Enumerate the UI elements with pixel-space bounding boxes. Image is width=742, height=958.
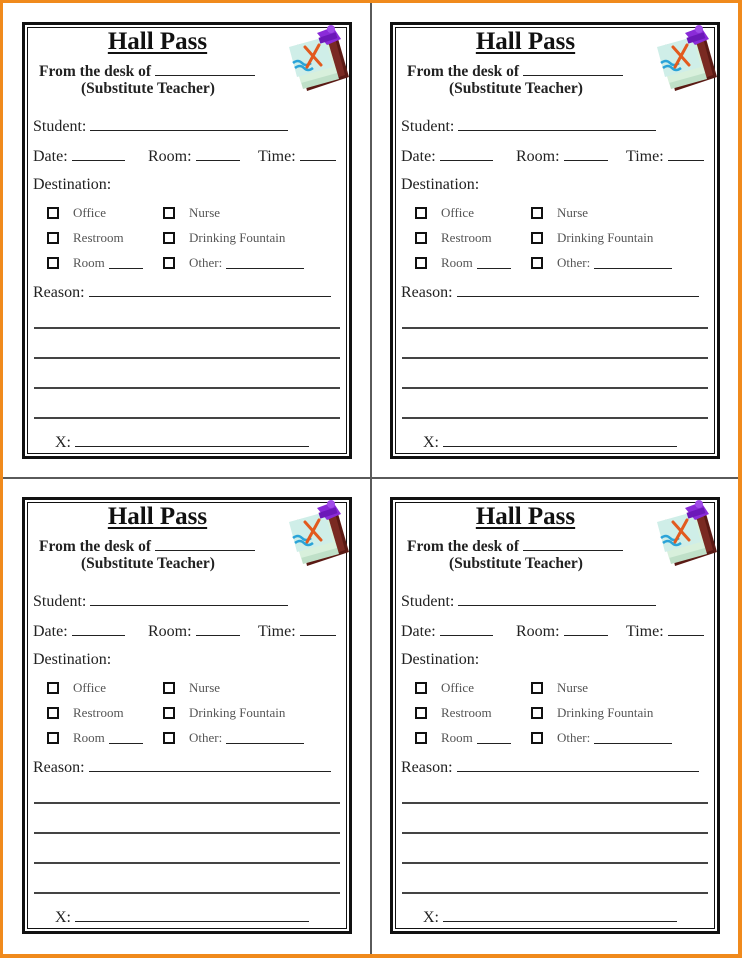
option-label: Nurse xyxy=(189,680,221,695)
time-row xyxy=(626,621,704,641)
option-other[interactable] xyxy=(531,255,672,271)
time-label: Time: xyxy=(258,148,296,165)
reason-label: Reason: xyxy=(33,284,85,301)
option-restroom[interactable] xyxy=(47,705,124,721)
date-field[interactable] xyxy=(72,621,125,636)
card-title: Hall Pass xyxy=(107,503,208,530)
date-label: Date: xyxy=(33,623,68,640)
time-field[interactable] xyxy=(668,621,704,636)
desk-of-label xyxy=(39,536,255,556)
substitute-teacher-label: (Substitute Teacher) xyxy=(449,555,583,572)
option-label: Drinking Fountain xyxy=(557,230,654,245)
time-row xyxy=(258,146,336,166)
reason-row xyxy=(401,757,699,777)
destination-label: Destination: xyxy=(401,176,480,193)
signature-field[interactable] xyxy=(75,907,309,922)
teacher-name-field[interactable] xyxy=(155,61,255,76)
reason-line[interactable] xyxy=(34,832,340,834)
option-label: Nurse xyxy=(189,205,221,220)
option-restroom[interactable] xyxy=(47,230,124,246)
date-field[interactable] xyxy=(440,621,493,636)
reason-line[interactable] xyxy=(402,802,708,804)
option-drinking-fountain[interactable] xyxy=(531,705,653,721)
signature-row xyxy=(55,907,309,927)
option-other[interactable] xyxy=(163,255,304,271)
option-label: Room xyxy=(441,730,473,745)
checkbox[interactable] xyxy=(415,732,427,744)
room-number-field[interactable] xyxy=(477,257,511,269)
option-label: Other: xyxy=(189,730,223,745)
option-restroom[interactable] xyxy=(415,705,492,721)
option-label: Other: xyxy=(557,255,591,270)
checkbox[interactable] xyxy=(531,257,543,269)
clipboard-icon xyxy=(283,25,351,95)
option-label: Office xyxy=(73,680,106,695)
time-field[interactable] xyxy=(300,146,336,161)
signature-field[interactable] xyxy=(443,432,677,447)
checkbox[interactable] xyxy=(415,682,427,694)
room-row xyxy=(516,621,608,641)
student-field[interactable] xyxy=(458,591,656,606)
option-nurse[interactable] xyxy=(163,680,220,696)
reason-row xyxy=(401,282,699,302)
option-label: Restroom xyxy=(73,230,124,245)
time-row xyxy=(626,146,704,166)
reason-line[interactable] xyxy=(34,862,340,864)
reason-line[interactable] xyxy=(402,417,708,419)
card-title: Hall Pass xyxy=(475,28,576,55)
clipboard-icon xyxy=(651,25,719,95)
room-label: Room: xyxy=(148,623,192,640)
student-row xyxy=(33,591,288,611)
option-label: Room xyxy=(73,730,105,745)
checkbox[interactable] xyxy=(163,232,175,244)
room-row xyxy=(148,146,240,166)
option-label: Office xyxy=(441,680,474,695)
student-row xyxy=(401,591,656,611)
option-label: Nurse xyxy=(557,205,589,220)
reason-field[interactable] xyxy=(89,757,331,772)
option-restroom[interactable] xyxy=(415,230,492,246)
option-nurse[interactable] xyxy=(531,680,588,696)
room-row xyxy=(148,621,240,641)
time-label: Time: xyxy=(626,623,664,640)
signature-field[interactable] xyxy=(75,432,309,447)
reason-line[interactable] xyxy=(34,387,340,389)
option-label: Drinking Fountain xyxy=(557,705,654,720)
checkbox[interactable] xyxy=(47,732,59,744)
student-field[interactable] xyxy=(90,591,288,606)
room-number-field[interactable] xyxy=(477,732,511,744)
reason-row xyxy=(33,757,331,777)
option-drinking-fountain[interactable] xyxy=(163,230,285,246)
reason-label: Reason: xyxy=(401,284,453,301)
time-field[interactable] xyxy=(300,621,336,636)
hall-pass-card xyxy=(22,497,352,934)
option-room[interactable] xyxy=(415,255,511,271)
other-field[interactable] xyxy=(594,732,672,744)
time-label: Time: xyxy=(258,623,296,640)
signature-label: X: xyxy=(55,909,71,926)
destination-label: Destination: xyxy=(33,651,112,668)
teacher-name-field[interactable] xyxy=(523,536,623,551)
date-row xyxy=(33,146,125,166)
option-room[interactable] xyxy=(415,730,511,746)
reason-field[interactable] xyxy=(89,282,331,297)
date-label: Date: xyxy=(401,148,436,165)
reason-line[interactable] xyxy=(402,862,708,864)
checkbox[interactable] xyxy=(163,707,175,719)
option-room[interactable] xyxy=(47,730,143,746)
student-label: Student: xyxy=(401,118,455,135)
student-label: Student: xyxy=(33,593,87,610)
other-field[interactable] xyxy=(594,257,672,269)
reason-line[interactable] xyxy=(34,417,340,419)
option-office[interactable] xyxy=(47,205,106,221)
checkbox[interactable] xyxy=(47,232,59,244)
date-row xyxy=(401,621,493,641)
option-label: Other: xyxy=(557,730,591,745)
checkbox[interactable] xyxy=(163,207,175,219)
signature-row xyxy=(423,907,677,927)
signature-row xyxy=(423,432,677,452)
checkbox[interactable] xyxy=(415,232,427,244)
option-nurse[interactable] xyxy=(163,205,220,221)
checkbox[interactable] xyxy=(47,682,59,694)
hall-pass-card xyxy=(22,22,352,459)
desk-of-label xyxy=(407,536,623,556)
option-label: Room xyxy=(441,255,473,270)
reason-line[interactable] xyxy=(402,327,708,329)
option-office[interactable] xyxy=(415,680,474,696)
signature-label: X: xyxy=(423,434,439,451)
other-field[interactable] xyxy=(226,257,304,269)
option-nurse[interactable] xyxy=(531,205,588,221)
signature-label: X: xyxy=(423,909,439,926)
checkbox[interactable] xyxy=(163,732,175,744)
checkbox[interactable] xyxy=(163,682,175,694)
room-label: Room: xyxy=(516,148,560,165)
student-row xyxy=(401,116,656,136)
checkbox[interactable] xyxy=(415,257,427,269)
substitute-teacher-label: (Substitute Teacher) xyxy=(449,80,583,97)
student-label: Student: xyxy=(33,118,87,135)
room-number-field[interactable] xyxy=(109,732,143,744)
hall-pass-card xyxy=(390,22,720,459)
room-label: Room: xyxy=(516,623,560,640)
desk-of-text: From the desk of xyxy=(407,538,520,555)
reason-line[interactable] xyxy=(34,802,340,804)
option-label: Drinking Fountain xyxy=(189,705,286,720)
reason-label: Reason: xyxy=(33,759,85,776)
room-field[interactable] xyxy=(564,146,608,161)
reason-field[interactable] xyxy=(457,757,699,772)
signature-label: X: xyxy=(55,434,71,451)
destination-label: Destination: xyxy=(401,651,480,668)
time-label: Time: xyxy=(626,148,664,165)
reason-line[interactable] xyxy=(34,357,340,359)
date-label: Date: xyxy=(33,148,68,165)
checkbox[interactable] xyxy=(531,232,543,244)
option-label: Room xyxy=(73,255,105,270)
room-field[interactable] xyxy=(196,621,240,636)
desk-of-label xyxy=(39,61,255,81)
checkbox[interactable] xyxy=(531,732,543,744)
desk-of-text: From the desk of xyxy=(39,63,152,80)
desk-of-text: From the desk of xyxy=(39,538,152,555)
reason-line[interactable] xyxy=(402,357,708,359)
student-field[interactable] xyxy=(458,116,656,131)
checkbox[interactable] xyxy=(531,682,543,694)
room-number-field[interactable] xyxy=(109,257,143,269)
option-other[interactable] xyxy=(531,730,672,746)
teacher-name-field[interactable] xyxy=(155,536,255,551)
other-field[interactable] xyxy=(226,732,304,744)
signature-field[interactable] xyxy=(443,907,677,922)
checkbox[interactable] xyxy=(531,207,543,219)
reason-label: Reason: xyxy=(401,759,453,776)
option-label: Restroom xyxy=(441,230,492,245)
card-title: Hall Pass xyxy=(107,28,208,55)
desk-of-label xyxy=(407,61,623,81)
option-office[interactable] xyxy=(415,205,474,221)
reason-line[interactable] xyxy=(34,327,340,329)
room-label: Room: xyxy=(148,148,192,165)
destination-label: Destination: xyxy=(33,176,112,193)
checkbox[interactable] xyxy=(47,707,59,719)
checkbox[interactable] xyxy=(531,707,543,719)
option-label: Restroom xyxy=(441,705,492,720)
option-label: Restroom xyxy=(73,705,124,720)
student-field[interactable] xyxy=(90,116,288,131)
date-row xyxy=(401,146,493,166)
horizontal-cut-line xyxy=(3,477,738,479)
room-row xyxy=(516,146,608,166)
option-label: Drinking Fountain xyxy=(189,230,286,245)
option-other[interactable] xyxy=(163,730,304,746)
desk-of-text: From the desk of xyxy=(407,63,520,80)
option-label: Office xyxy=(441,205,474,220)
clipboard-icon xyxy=(283,500,351,570)
reason-line[interactable] xyxy=(402,387,708,389)
checkbox[interactable] xyxy=(415,707,427,719)
time-row xyxy=(258,621,336,641)
time-field[interactable] xyxy=(668,146,704,161)
teacher-name-field[interactable] xyxy=(523,61,623,76)
checkbox[interactable] xyxy=(47,207,59,219)
room-field[interactable] xyxy=(564,621,608,636)
option-room[interactable] xyxy=(47,255,143,271)
date-field[interactable] xyxy=(72,146,125,161)
clipboard-icon xyxy=(651,500,719,570)
option-label: Nurse xyxy=(557,680,589,695)
checkbox[interactable] xyxy=(47,257,59,269)
reason-line[interactable] xyxy=(402,892,708,894)
hall-pass-card xyxy=(390,497,720,934)
reason-field[interactable] xyxy=(457,282,699,297)
option-drinking-fountain[interactable] xyxy=(163,705,285,721)
signature-row xyxy=(55,432,309,452)
option-label: Office xyxy=(73,205,106,220)
student-label: Student: xyxy=(401,593,455,610)
date-row xyxy=(33,621,125,641)
substitute-teacher-label: (Substitute Teacher) xyxy=(81,80,215,97)
checkbox[interactable] xyxy=(415,207,427,219)
option-drinking-fountain[interactable] xyxy=(531,230,653,246)
option-label: Other: xyxy=(189,255,223,270)
substitute-teacher-label: (Substitute Teacher) xyxy=(81,555,215,572)
date-field[interactable] xyxy=(440,146,493,161)
reason-row xyxy=(33,282,331,302)
date-label: Date: xyxy=(401,623,436,640)
room-field[interactable] xyxy=(196,146,240,161)
card-title: Hall Pass xyxy=(475,503,576,530)
checkbox[interactable] xyxy=(163,257,175,269)
student-row xyxy=(33,116,288,136)
reason-line[interactable] xyxy=(34,892,340,894)
reason-line[interactable] xyxy=(402,832,708,834)
option-office[interactable] xyxy=(47,680,106,696)
